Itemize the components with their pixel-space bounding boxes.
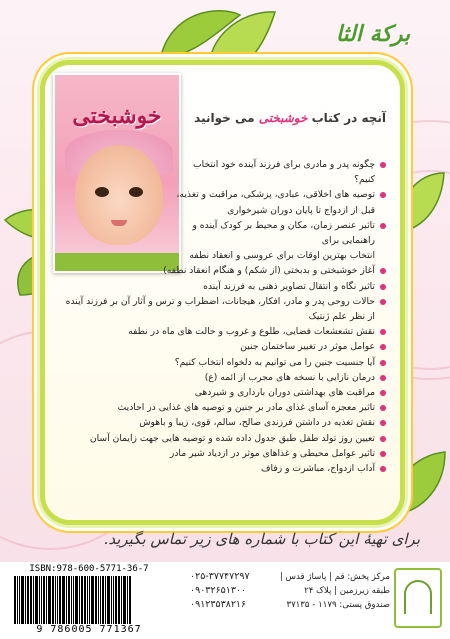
barcode-bar <box>68 576 70 624</box>
phone-number: ۰۲۵-۳۷۷۴۷۲۹۷ <box>190 571 250 582</box>
bullet-dot <box>380 390 386 396</box>
barcode-bar <box>57 576 58 624</box>
headline-suffix: می خوانید <box>194 111 255 125</box>
topic-item: آغاز خوشبختی و بدبختی (از شکم) و هنگام انعقاد نطفه) <box>56 263 386 278</box>
phone-number: ۰۹۰۳۲۶۵۱۳۰۰ <box>190 585 247 596</box>
barcode-bar <box>52 576 54 624</box>
barcode-bar <box>25 576 26 624</box>
topic-item: تاثیر معجزه آسای غذای مادر بر جنین و توصیه های غذایی در احادیث <box>56 400 386 415</box>
brand-logo: بركة الثا <box>335 21 411 47</box>
topic-item: چگونه پدر و مادری برای فرزند آینده خود انتخاب کنیم؟ <box>171 157 386 187</box>
barcode-bar <box>121 576 122 624</box>
barcode-bar <box>98 576 99 624</box>
section-headline <box>176 111 386 125</box>
barcode-bar <box>115 576 117 624</box>
barcode-bar <box>33 576 34 624</box>
barcode-bar <box>17 576 18 624</box>
topic-item: توصیه های اخلاقی، عبادی، پزشکی، مراقبت و تغذیه، قبل از ازدواج تا پایان دوران شیرخواری <box>171 187 386 217</box>
publisher-logo <box>394 568 442 628</box>
barcode-bar <box>79 576 80 624</box>
bullet-dot <box>380 436 386 442</box>
publisher-address <box>275 570 390 612</box>
barcode-bar <box>127 576 128 624</box>
isbn-text: ISBN:978-600-5771-36-7 <box>29 564 149 574</box>
barcode-bar <box>43 576 45 624</box>
topic-item: انتخاب بهترین اوقات برای عروسی و انعقاد نطفه <box>189 250 375 262</box>
topic-item: آیا جنسیت جنین را می توانیم به دلخواه انتخاب کنیم؟ <box>56 355 386 370</box>
address-line: مرکز پخش: قم | پاساژ قدس | <box>279 572 390 582</box>
barcode-bar <box>62 576 65 624</box>
barcode-bar <box>66 576 67 624</box>
barcode-bar <box>123 576 126 624</box>
barcode-bar <box>39 576 40 624</box>
barcode-bar <box>89 576 90 624</box>
bullet-dot <box>380 360 386 366</box>
bullet-dot <box>380 162 386 168</box>
publisher-logo-arch <box>404 580 432 614</box>
barcode-bar <box>46 576 47 624</box>
barcode-bar <box>21 576 24 624</box>
bullet-dot <box>380 299 386 305</box>
barcode-bar <box>113 576 114 624</box>
barcode-bar <box>81 576 83 624</box>
barcode-bar <box>71 576 72 624</box>
bullet-dot <box>380 268 386 274</box>
headline-book-name: خوشبختی <box>258 111 308 125</box>
topic-item: مراقبت های بهداشتی دوران بارداری و شیردهی <box>56 385 386 400</box>
barcode-bars <box>14 576 164 624</box>
topic-item: تعیین روز تولد طفل طبق جدول داده شده و توصیه هایی جهت زایمان آسان <box>56 431 386 446</box>
barcode-bar <box>105 576 106 624</box>
barcode-bar <box>35 576 38 624</box>
barcode-bar <box>48 576 51 624</box>
topic-item: تاثیر نگاه و انتقال تصاویر ذهنی به فرزند آینده <box>56 279 386 294</box>
barcode-bar <box>111 576 112 624</box>
barcode-bar <box>59 576 61 624</box>
barcode-bar <box>118 576 120 624</box>
barcode-digits: 9 786005 771367 <box>36 624 142 635</box>
barcode-bar <box>100 576 101 624</box>
barcode-bar <box>27 576 29 624</box>
topic-item: از نظر علم ژنتیک <box>308 311 375 323</box>
phone-number: ۰۹۱۲۳۵۳۸۲۱۶ <box>190 599 247 610</box>
barcode-bar <box>55 576 56 624</box>
isbn-barcode <box>14 564 164 636</box>
topic-item: نقش تشعشعات فضایی، طلوع و غروب و حالت های ماه در نطفه <box>56 324 386 339</box>
contact-instruction: برای تهیۀ این کتاب با شماره های زیر تماس بگیرید. <box>103 530 420 548</box>
barcode-bar <box>75 576 78 624</box>
content-card <box>40 60 405 525</box>
bullet-dot <box>380 344 386 350</box>
topic-item: تاثیر عوامل محیطی و غذاهای موثر در ازدیاد شیر مادر <box>56 446 386 461</box>
topics-list <box>56 157 386 476</box>
bullet-dot <box>380 405 386 411</box>
barcode-bar <box>41 576 42 624</box>
barcode-bar <box>102 576 104 624</box>
topic-item: نقش تغذیه در داشتن فرزندی صالح، سالم، قوی، زیبا و باهوش <box>56 415 386 430</box>
barcode-bar <box>19 576 20 624</box>
barcode-bar <box>84 576 86 624</box>
barcode-bar <box>129 576 131 624</box>
topic-item: حالات روحی پدر و مادر، افکار، هیجانات، اضطراب و ترس و آثار آن بر فرزند آینده <box>56 294 386 309</box>
bullet-dot <box>380 192 386 198</box>
bullet-dot <box>380 375 386 381</box>
bullet-dot <box>380 451 386 457</box>
topic-item: درمان نازایی با نسخه های مجرب از ائمه (ع) <box>56 370 386 385</box>
bullet-dot <box>380 284 386 290</box>
barcode-bar <box>107 576 110 624</box>
bullet-dot <box>380 223 386 229</box>
barcode-bar <box>73 576 74 624</box>
headline-prefix: آنچه در کتاب <box>311 111 386 125</box>
bullet-dot <box>380 466 386 472</box>
topic-item: عوامل موثر در تغییر ساختمان جنین <box>56 339 386 354</box>
bullet-dot <box>380 420 386 426</box>
phone-numbers <box>190 570 270 612</box>
barcode-bar <box>30 576 32 624</box>
address-line: طبقه زیرزمین | پلاک ۲۴ <box>304 586 390 596</box>
address-line: صندوق پستی: ۱۱۷۹ - ۳۷۱۳۵ <box>286 600 390 610</box>
footer-bar <box>0 562 450 639</box>
topic-item: آداب ازدواج، مباشرت و زفاف <box>56 461 386 476</box>
book-cover-title: خوشبختی <box>72 103 162 129</box>
bullet-dot <box>380 329 386 335</box>
barcode-bar <box>87 576 88 624</box>
topic-item: تاثیر عنصر زمان، مکان و محیط بر کودک آینده و راهنمایی برای <box>171 218 386 248</box>
barcode-bar <box>95 576 97 624</box>
barcode-bar <box>14 576 16 624</box>
barcode-bar <box>91 576 94 624</box>
